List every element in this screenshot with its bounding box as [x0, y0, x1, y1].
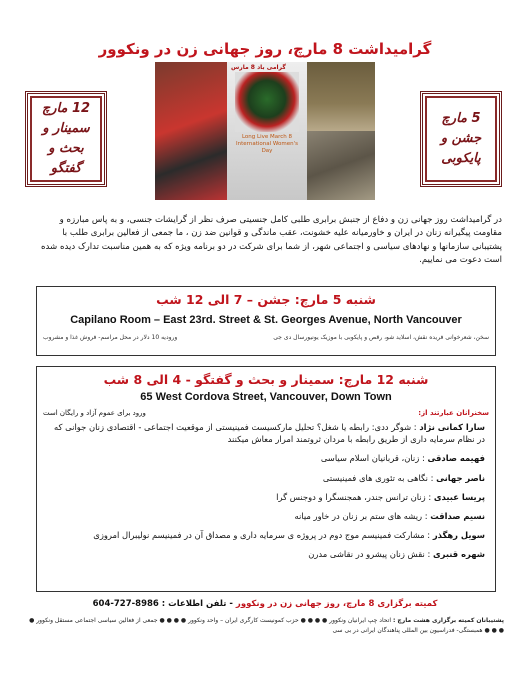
- speaker-name: سویل رهگذر: [432, 530, 485, 541]
- page-title: گرامیداشت 8 مارچ، روز جهانی زن در ونکوور: [98, 40, 432, 58]
- discussion-label: بحث و گفتگو: [48, 141, 84, 177]
- speaker-item: [47, 472, 485, 484]
- seminar-date-box: [25, 91, 107, 187]
- speaker-item: [47, 548, 485, 560]
- event2-address: 65 West Cordova Street, Vancouver, Down Town: [140, 391, 392, 403]
- seminar-label: سمینار و: [42, 120, 90, 136]
- speaker-topic: : ریشه های ستم بر زنان در خاور میانه: [294, 510, 428, 521]
- event1-title: شنبه 5 مارچ: جشن – 7 الی 12 شب: [156, 292, 376, 307]
- speaker-name: ناصر جهانی: [436, 472, 485, 483]
- speaker-topic: : شوگر ددی: رابطه یا شغل؟ تحلیل مارکسیست فمینیستی از موقعیت اجتماعی - اقتصادی زنان جوانی که در نظام سرمایه داری از طریق رابطه با مردان ثروتمند امرار معاش میکنند: [54, 422, 485, 445]
- poster-caption: Long Live March 8 International Women's Day: [236, 134, 298, 155]
- street-photo: [307, 131, 375, 200]
- event1-address: Capilano Room – East 23rd. Street & St. Georges Avenue, North Vancouver: [70, 314, 462, 326]
- speaker-item: [47, 491, 485, 503]
- speaker-name: فهیمه صادقی: [427, 453, 485, 464]
- speaker-topic: : نگاهی به تئوری های فمینیستی: [322, 472, 434, 483]
- event1-fee-note: ورودیه 10 دلار در محل مراسم- فروش غذا و مشروب: [43, 334, 178, 341]
- speakers-label: سخنرانان عبارتند از:: [418, 409, 489, 417]
- speaker-name: نسیم صداقت: [430, 510, 485, 521]
- speaker-topic: : زنان، قربانیان اسلام سیاسی: [320, 453, 425, 464]
- celebration-date: 5 مارچ: [441, 110, 481, 126]
- committee-contact: [30, 599, 500, 609]
- supporters-note: [28, 616, 504, 635]
- protest-photo: [155, 62, 227, 200]
- speaker-item: [47, 421, 485, 445]
- speaker-topic: : نقش زنان پیشرو در نقاشی مدرن: [308, 549, 431, 560]
- entry-note: ورود برای عموم آزاد و رایگان است: [43, 409, 146, 417]
- committee-name: کمیته برگزاری 8 مارچ، روز جهانی زن در ونکوور: [235, 599, 438, 609]
- contact-phone: - تلفن اطلاعات : 8986-727-604: [92, 599, 233, 609]
- event1-program-note: سخن، شعرخوانی فریده نقش، اسلاید شو، رقص و پایکوبی با موزیک یونیورسال دی جی: [273, 334, 489, 341]
- event2-title: شنبه 12 مارچ: سمینار و بحث و گفتگو - 4 الی 8 شب: [103, 372, 429, 387]
- poster-headline: گرامی باد 8 مارس: [231, 64, 286, 71]
- fist-emblem-icon: [235, 72, 299, 132]
- speaker-name: سارا کمانی نژاد: [419, 422, 485, 432]
- event-photo-collage: [155, 62, 375, 200]
- speaker-name: شهره قنبری: [432, 549, 485, 560]
- supporters-list: اتحاد چپ ایرانیان ونکوور ● ● ● ● حزب کمونیست کارگری ایران – واحد ونکوور ● ● ● ● جمعی از فعالین سیاسی اجتماعی مستقل ونکوور ● ● ● ● همبستگی- فدراسیون بین المللی پناهندگان ایرانی در بی سی: [29, 617, 504, 634]
- women-fighters-photo: [307, 62, 375, 131]
- speaker-list: [37, 417, 495, 561]
- speaker-item: [47, 452, 485, 464]
- celebration-date-box: [420, 91, 502, 187]
- supporters-label: پشتیبانان کمیته برگزاری هشت مارچ :: [392, 617, 504, 624]
- speaker-item: [47, 529, 485, 541]
- speaker-item: [47, 510, 485, 522]
- event-celebration-box: [36, 286, 496, 356]
- speaker-topic: : مشارکت فمینیسم موج دوم در پروژه ی سرمایه داری و مصداق آن در فمینیسم نولیبرال امروزی: [93, 530, 431, 541]
- speaker-name: پریسا عبیدی: [433, 491, 485, 502]
- seminar-date: 12 مارچ: [41, 100, 91, 116]
- event-seminar-box: [36, 366, 496, 592]
- speaker-topic: : زنان ترانس جندر، همجنسگرا و دوجنس گرا: [276, 491, 432, 502]
- celebration-label: جشن و: [440, 130, 482, 146]
- poster-image: [227, 62, 307, 200]
- dance-label: پایکوبی: [441, 151, 481, 167]
- intro-paragraph: در گرامیداشت روز جهانی زن و دفاع از جنبش برابری طلبی کامل جنسیتی صرف نظر از گرایشات جنسی، و به پاس مبارزه و مقاومت پیگیرانه زنان در ایران و خاورمیانه علیه خشونت، عقب ماندگی و قوانین ضد زن ، ما جمعی از فعالین برابری طلب با پشتیبانی سازمانها و نهادهای سیاسی و اجتماعی شهر، از شما برای شرکت در دو برنامه ویژه که به همین مناسبت تدارک دیده شده است دعوت می نماییم.: [41, 215, 502, 265]
